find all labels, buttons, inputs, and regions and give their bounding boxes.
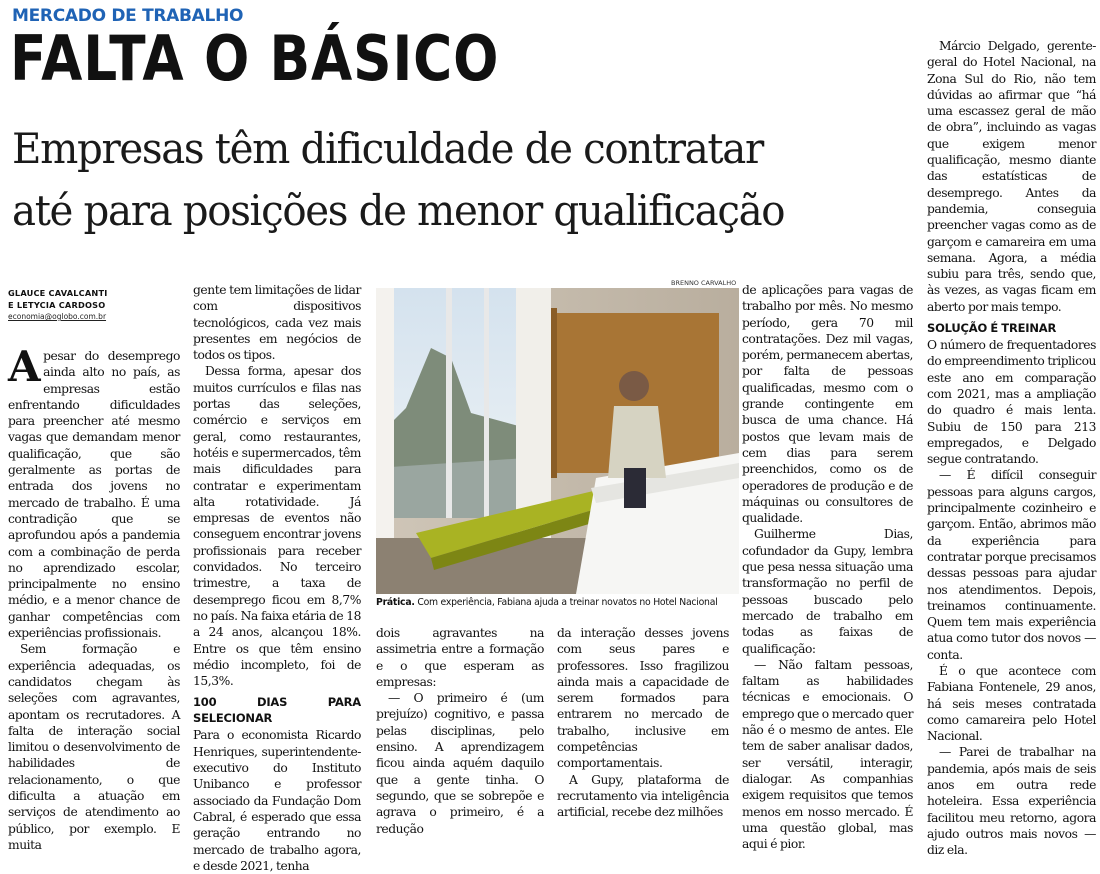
headline: FALTA O BÁSICO [10,22,500,95]
paragraph: Márcio Delgado, gerente-geral do Hotel Nacional, na Zona Sul do Rio, não tem dúvidas ao afirmar que “há uma escassez geral de mão de obra”, incluindo as vagas que exigem menor qualificação, mesmo diante das estatísticas de desemprego. Antes da pandemia, conseguia preencher vagas como as de garçom e camareira em uma semana. Agora, a média subiu para três, sendo que, às vezes, as vagas ficam em aberto por mais tempo. [927,39,1096,314]
byline [8,287,107,311]
drop-cap: A [8,342,41,391]
paragraph: de aplicações para vagas de trabalho por mês. No mesmo período, gera 70 mil contratações. Dez mil vagas, porém, permanecem abertas, por falta de pessoas qualificadas, mesmo com o grande contingente em busca de uma chance. Há postos que levam mais de cem dias para serem preenchidos, como os de operadores de produção e de máquinas ou consultores de qualidade. [742,283,914,526]
article-column-1 [8,342,180,853]
paragraph: — Não faltam pessoas, faltam as habilidades técnicas e emocionais. O emprego que o mercado quer não é o mesmo de antes. Ele tem de saber analisar dados, ser versátil, interagir, dialogar. As companhias exigem requisitos que temos menos em nosso mercado. É uma questão global, mas aqui é pior. [742,657,913,852]
paragraph: Para o economista Ricardo Henriques, superintendente-executivo do Instituto Unibanco e professor associado da Fundação Dom Cabral, é esperado que essa geração entrando no mercado de trabalho agora, e desde 2021, tenha [193,728,361,873]
deck-line-1: Empresas têm dificuldade de contratar [12,124,763,173]
paragraph: — É difícil conseguir pessoas para alguns cargos, principalmente cozinheiro e garçom. Então, abrimos mão da experiência para contratar porque precisamos dessas pessoas para ajudar nos atendimentos. Depois, treinamos continuamente. Quem tem mais experiência atua como tutor dos novos — conta. [927,468,1096,662]
article-column-2 [193,282,361,874]
article-column-4 [557,625,729,821]
photo-illustration [376,288,739,594]
subhead: SOLUÇÃO É TREINAR [927,321,1057,336]
paragraph: da interação desses jovens com seus pares e professores. Isso fragilizou ainda mais a capacidade de serem formados para entrarem no mercado de trabalho, inclusive em competências comportamentais. [557,626,729,771]
paragraph: — Parei de trabalhar na pandemia, após mais de seis anos em outra rede hoteleira. Essa experiência facilitou meu retorno, agora ajudo outros mais novos — diz ela. [927,745,1096,858]
paragraph: Guilherme Dias, cofundador da Gupy, lembra que pesa nessa situação uma transformação no perfil de pessoas buscado pelo mercado de trabalho em todas as faixas de qualificação: [742,527,913,656]
caption-label: Prática. [376,597,415,608]
deck [12,118,876,242]
article-column-6 [927,38,1096,859]
caption-text: Com experiência, Fabiana ajuda a treinar novatos no Hotel Nacional [414,597,718,608]
byline-author-1: GLAUCE CAVALCANTI [8,288,108,298]
author-email-link[interactable]: economia@oglobo.com.br [8,312,107,321]
paragraph-text: pesar do desemprego ainda alto no país, as empresas estão enfrentando dificuldades para preencher até mesmo vagas que demandam menor qualificação, que são geralmente as portas de entrada dos jovens no mercado de trabalho. É uma contradição que se aprofundou após a pandemia com a combinação de perda no aprendizado escolar, principalmente no ensino médio, e a menor chance de ganhar competências com experiências profissionais. [8,349,180,641]
paragraph: O número de frequentadores do empreendimento triplicou este ano em comparação com 2021, mas a ampliação do quadro é mais lenta. Subiu de 150 para 213 empregados, e Delgado segue contratando. [927,338,1096,467]
photo-credit: BRENNO CARVALHO [671,279,737,287]
paragraph: gente tem limitações de lidar com dispositivos tecnológicos, cada vez mais presentes em negócios de todos os tipos. [193,283,361,363]
subhead: 100 DIAS PARA SELECIONAR [193,695,361,726]
article-column-3 [376,625,544,837]
paragraph: É o que acontece com Fabiana Fontenele, 29 anos, há seis meses contratada como camareira pelo Hotel Nacional. [927,663,1096,744]
hotel-room-photo [376,288,739,594]
paragraph [8,342,180,641]
article-column-5 [742,282,913,852]
paragraph: Sem formação e experiência adequadas, os candidatos chegam às seleções com agravantes, apontam os recrutadores. A falta de interação social limitou o desenvolvimento de habilidades de relacionamento, o que dificulta a atuação em serviços de atendimento ao público, por exemplo. E muita [8,642,180,852]
photo-caption [376,597,746,609]
paragraph: dois agravantes na assimetria entre a formação e o que esperam as empresas: [376,626,544,689]
paragraph: Dessa forma, apesar dos muitos currículos e filas nas portas das seleções, comércio e serviços em geral, como restaurantes, hotéis e supermercados, têm mais dificuldades para contratar e experimentam alta rotatividade. Já empresas de eventos não conseguem encontrar jovens profissionais para receber convidados. No terceiro trimestre, a taxa de desemprego ficou em 8,7% no país. Na faixa etária de 18 a 24 anos, alcançou 18%. Entre os que têm ensino médio incompleto, foi de 15,3%. [193,364,361,689]
section-kicker: MERCADO DE TRABALHO [12,6,244,26]
deck-line-2: até para posições de menor qualificação [12,186,785,235]
paragraph: — O primeiro é (um prejuízo) cognitivo, e passa pelas disciplinas, pelo ensino. A aprendizagem ficou ainda aquém daquilo que a gente tinha. O segundo, que se sobrepõe e agrava o primeiro, é a redução [376,691,544,836]
byline-author-2: E LETYCIA CARDOSO [8,300,106,310]
paragraph: A Gupy, plataforma de recrutamento via inteligência artificial, recebe dez milhões [557,772,729,820]
